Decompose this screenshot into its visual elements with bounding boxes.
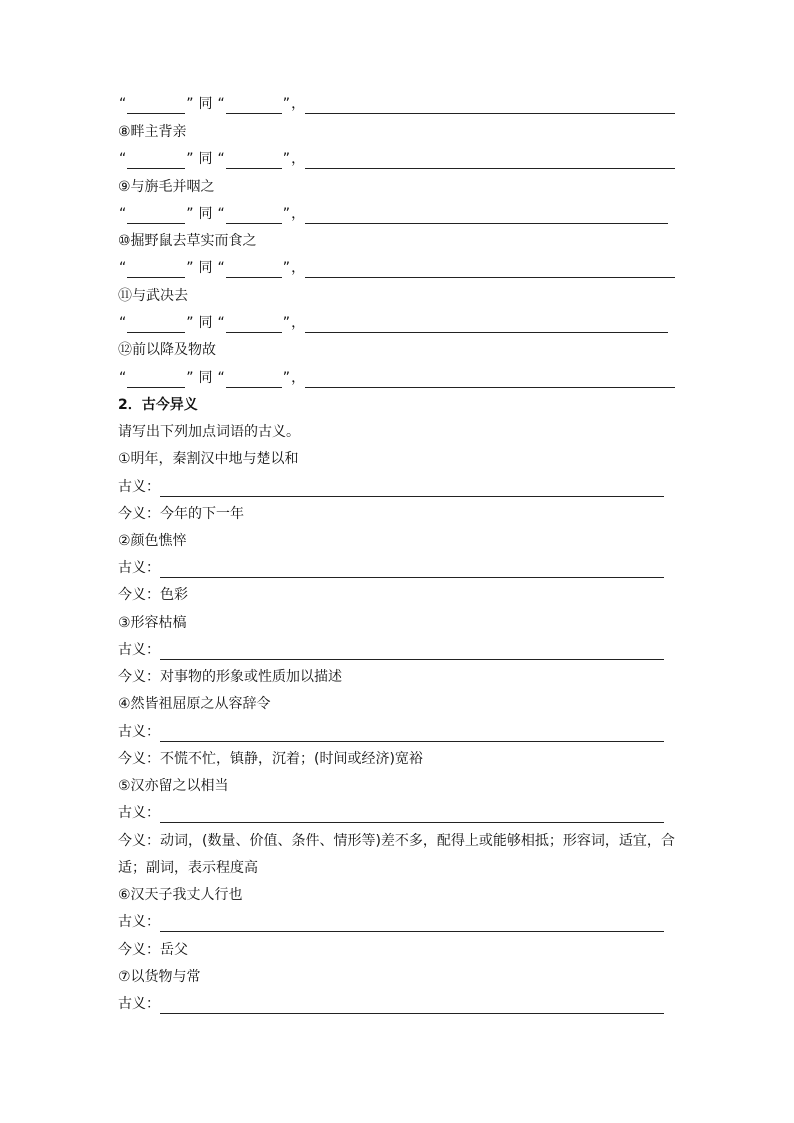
jin-yi-continuation: 适；副词，表示程度高 bbox=[118, 860, 258, 876]
tong-label: 同 bbox=[198, 96, 213, 112]
answer-line[interactable] bbox=[305, 372, 675, 388]
quote-close: ” bbox=[186, 96, 194, 112]
blank-field[interactable] bbox=[127, 317, 185, 333]
blank-field[interactable] bbox=[226, 372, 282, 388]
blank-field[interactable] bbox=[127, 98, 185, 114]
blank-field[interactable] bbox=[127, 208, 185, 224]
answer-line[interactable] bbox=[305, 98, 675, 114]
sentence-item: ②颜色憔悴 bbox=[118, 533, 187, 549]
answer-line[interactable] bbox=[160, 998, 664, 1014]
sentence-item: ⑧畔主背亲 bbox=[118, 124, 187, 140]
jin-yi-row: 今义： 对事物的形象或性质加以描述 bbox=[118, 669, 342, 685]
gu-yi-row: 古义： bbox=[118, 803, 664, 823]
answer-line[interactable] bbox=[160, 481, 664, 497]
jin-yi-row: 今义： 动词，(数量、价值、条件、情形等)差不多，配得上或能够相抵；形容词，适宜，合 bbox=[118, 833, 675, 849]
sentence-item: ⑨与旃毛并咽之 bbox=[118, 179, 215, 195]
answer-line[interactable] bbox=[160, 644, 664, 660]
answer-line[interactable] bbox=[160, 562, 664, 578]
gu-yi-row: 古义： bbox=[118, 994, 664, 1014]
gu-yi-row: 古义： bbox=[118, 912, 664, 932]
fill-row: “ ” 同 “ ” ， bbox=[118, 258, 675, 278]
fill-row: “ ” 同 “ ” ， bbox=[118, 313, 668, 333]
answer-line[interactable] bbox=[305, 317, 668, 333]
sentence-item: ④然皆祖屈原之从容辞令 bbox=[118, 696, 271, 712]
blank-field[interactable] bbox=[226, 98, 282, 114]
blank-field[interactable] bbox=[127, 262, 185, 278]
jin-yi-row: 今义： 色彩 bbox=[118, 587, 188, 603]
answer-line[interactable] bbox=[305, 208, 668, 224]
fill-row bbox=[118, 94, 675, 114]
answer-line[interactable] bbox=[160, 726, 664, 742]
answer-line[interactable] bbox=[305, 262, 675, 278]
jin-yi-row: 今义： 不慌不忙，镇静，沉着；(时间或经济)宽裕 bbox=[118, 751, 423, 767]
gu-yi-row: 古义： bbox=[118, 640, 664, 660]
blank-field[interactable] bbox=[226, 153, 282, 169]
sentence-item: ⑫前以降及物故 bbox=[118, 342, 216, 358]
fill-row: “ ” 同 “ ” ， bbox=[118, 149, 675, 169]
blank-field[interactable] bbox=[226, 317, 282, 333]
quote-open: “ bbox=[217, 96, 225, 112]
gu-yi-row: 古义： bbox=[118, 722, 664, 742]
gu-yi-row: 古义： bbox=[118, 558, 664, 578]
fill-row: “ ” 同 “ ” ， bbox=[118, 368, 675, 388]
sentence-item: ⑤汉亦留之以相当 bbox=[118, 778, 229, 794]
section-title: 2．古今异义 bbox=[118, 397, 198, 413]
blank-field[interactable] bbox=[226, 208, 282, 224]
answer-line[interactable] bbox=[160, 807, 664, 823]
jin-yi-row: 今义： 今年的下一年 bbox=[118, 506, 244, 522]
blank-field[interactable] bbox=[127, 372, 185, 388]
sentence-item: ⑪与武决去 bbox=[118, 288, 188, 304]
answer-line[interactable] bbox=[160, 916, 664, 932]
sentence-item: ⑩掘野鼠去草实而食之 bbox=[118, 233, 257, 249]
blank-field[interactable] bbox=[226, 262, 282, 278]
sentence-item: ⑥汉天子我丈人行也 bbox=[118, 887, 243, 903]
fill-row: “ ” 同 “ ” ， bbox=[118, 204, 668, 224]
comma: ， bbox=[291, 96, 306, 112]
jin-yi-row: 今义： 岳父 bbox=[118, 942, 188, 958]
sentence-item: ①明年，秦割汉中地与楚以和 bbox=[118, 451, 299, 467]
blank-field[interactable] bbox=[127, 153, 185, 169]
instruction-text: 请写出下列加点词语的古义。 bbox=[118, 424, 300, 440]
sentence-item: ⑦以货物与常 bbox=[118, 969, 201, 985]
quote-open: “ bbox=[119, 96, 127, 112]
answer-line[interactable] bbox=[305, 153, 675, 169]
quote-close: ” bbox=[282, 96, 291, 112]
gu-yi-row: 古义： bbox=[118, 477, 664, 497]
sentence-item: ③形容枯槁 bbox=[118, 615, 187, 631]
